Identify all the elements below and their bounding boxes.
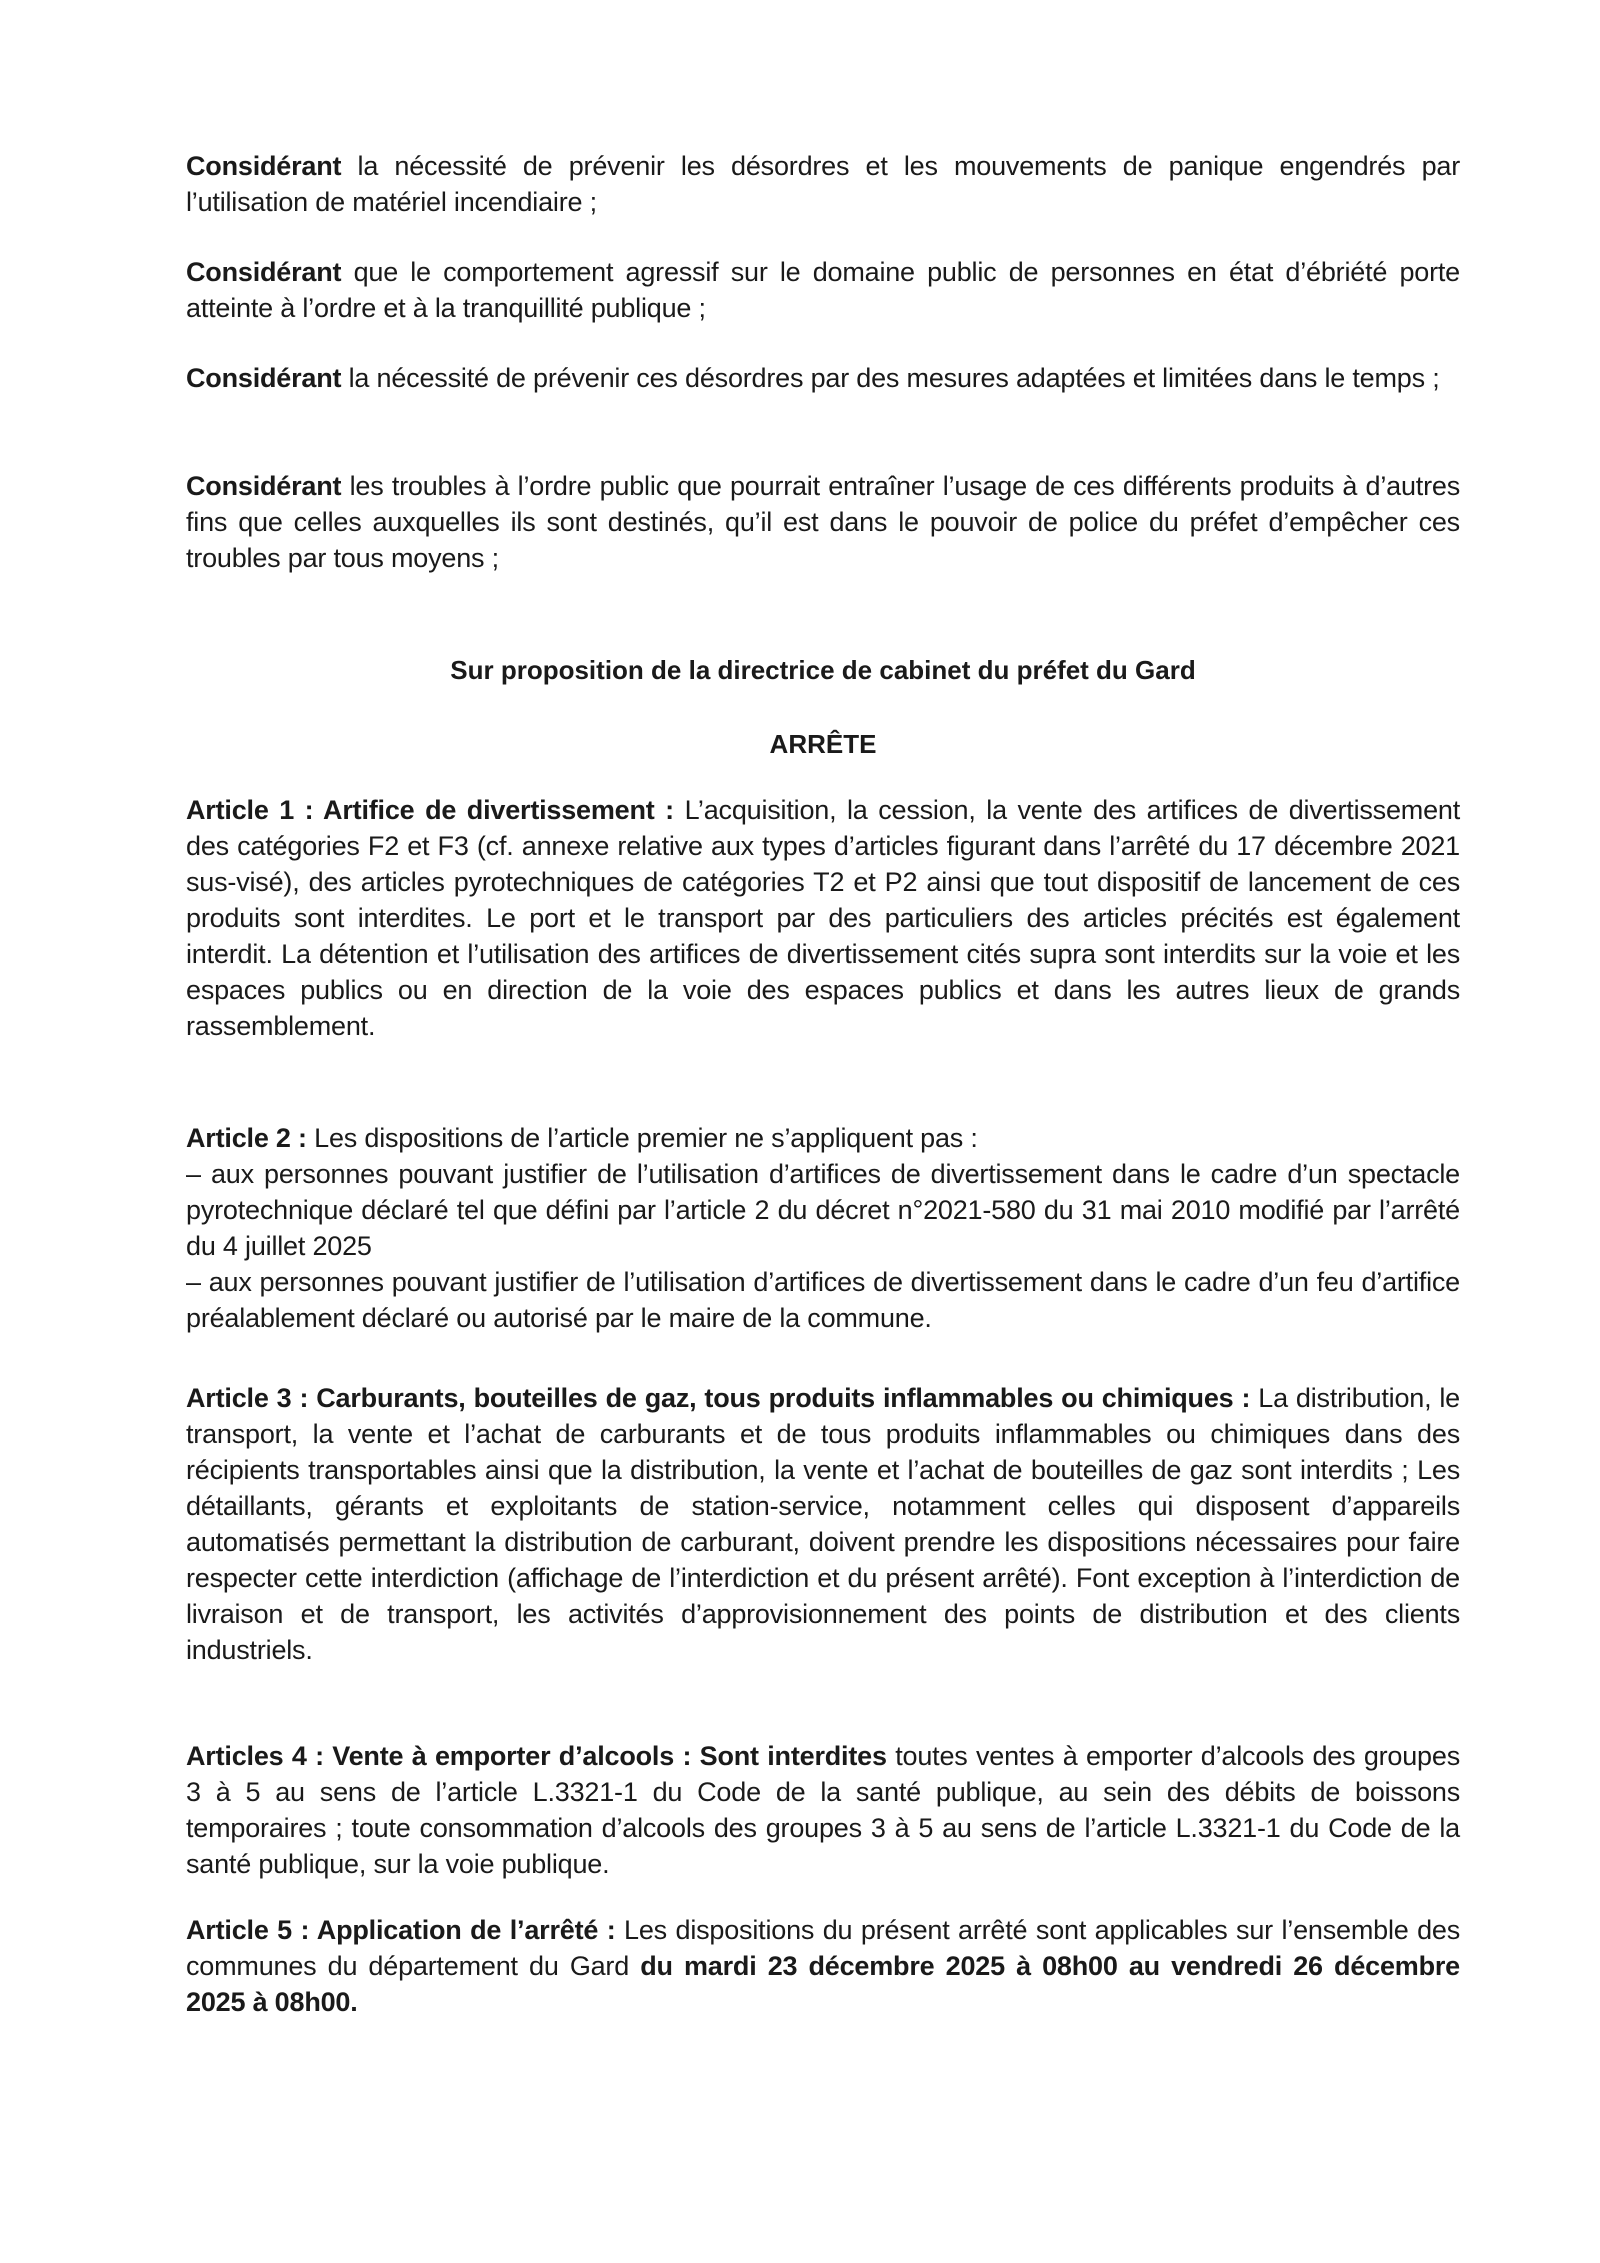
- article-bold-lead: Sont interdites: [691, 1741, 887, 1771]
- considerant-lead: Considérant: [186, 151, 342, 181]
- article-1: [186, 792, 1460, 1044]
- article-text: toutes ventes à emporter d’alcools des groupes 3 à 5 au sens de l’article L.3321-1 du Code de la santé publique, au sein des débits de boissons temporaires ; toute consommation d’alcools des groupes 3 à 5 au sens de l’article L.3321-1 du Code de la santé publique, sur la voie publique.: [186, 1741, 1460, 1879]
- considerant-lead: Considérant: [186, 363, 342, 393]
- article-label: Article 3 : Carburants, bouteilles de gaz, tous produits inflammables ou chimiques :: [186, 1383, 1251, 1413]
- article-label: Articles 4 : Vente à emporter d’alcools :: [186, 1741, 692, 1771]
- considerant-1: [186, 148, 1460, 220]
- article-text: Les dispositions du présent arrêté sont applicables sur l’ensemble des communes du département du Gard: [186, 1915, 1461, 1981]
- article-2: [186, 1120, 1460, 1336]
- considerant-lead: Considérant: [186, 257, 342, 287]
- article-label: Article 1 : Artifice de divertissement :: [186, 795, 674, 825]
- considerant-text: la nécessité de prévenir les désordres et les mouvements de panique engendrés par l’utilisation de matériel incendiaire ;: [186, 151, 1460, 217]
- considerant-text: que le comportement agressif sur le domaine public de personnes en état d’ébriété porte atteinte à l’ordre et à la tranquillité publique ;: [186, 257, 1460, 323]
- article-dates: du mardi 23 décembre 2025 à 08h00 au vendredi 26 décembre 2025 à 08h00.: [186, 1951, 1460, 2017]
- considerant-text: la nécessité de prévenir ces désordres par des mesures adaptées et limitées dans le temps ;: [341, 363, 1440, 393]
- considerant-lead: Considérant: [186, 471, 342, 501]
- proposition-heading: Sur proposition de la directrice de cabinet du préfet du Gard: [450, 655, 1196, 685]
- article-intro: Les dispositions de l’article premier ne s’appliquent pas :: [306, 1123, 978, 1153]
- decision-heading: ARRÊTE: [769, 729, 877, 759]
- article-text: L’acquisition, la cession, la vente des artifices de divertissement des catégories F2 et F3 (cf. annexe relative aux types d’articles figurant dans l’arrêté du 17 décembre 2021 sus-visé), des articles pyrotechniques de catégories T2 et P2 ainsi que tout dispositif de lancement de ces produits sont interdites. Le port et le transport par des particuliers des articles précités est également interdit. La détention et l’utilisation des artifices de divertissement cités supra sont interdits sur la voie et les espaces publics ou en direction de la voie des espaces publics et dans les autres lieux de grands rassemblement.: [186, 795, 1461, 1041]
- article-5: [186, 1912, 1460, 2020]
- considerant-4: [186, 468, 1460, 576]
- exception-item-1: – aux personnes pouvant justifier de l’utilisation d’artifices de divertissement dans le cadre d’un spectacle pyrotechnique déclaré tel que défini par l’article 2 du décret n°2021-580 du 31 mai 2010 modifié par l’arrêté du 4 juillet 2025: [186, 1159, 1460, 1261]
- considerant-text: les troubles à l’ordre public que pourrait entraîner l’usage de ces différents produits à d’autres fins que celles auxquelles ils sont destinés, qu’il est dans le pouvoir de police du préfet d’empêcher ces troubles par tous moyens ;: [186, 471, 1460, 573]
- article-label: Article 2 :: [186, 1123, 307, 1153]
- exception-item-2: – aux personnes pouvant justifier de l’utilisation d’artifices de divertissement dans le cadre d’un feu d’artifice préalablement déclaré ou autorisé par le maire de la commune.: [186, 1267, 1460, 1333]
- considerant-3: [186, 360, 1460, 396]
- article-label: Article 5 : Application de l’arrêté :: [186, 1915, 616, 1945]
- considerant-2: [186, 254, 1460, 326]
- article-4: [186, 1738, 1460, 1882]
- article-3: [186, 1380, 1460, 1668]
- article-text: La distribution, le transport, la vente et l’achat de carburants et de tous produits inflammables ou chimiques dans des récipients transportables ainsi que la distribution, la vente et l’achat de bouteilles de gaz sont interdits ; Les détaillants, gérants et exploitants de station-service, notamment celles qui disposent d’appareils automatisés permettant la distribution de carburant, doivent prendre les dispositions nécessaires pour faire respecter cette interdiction (affichage de l’interdiction et du présent arrêté). Font exception à l’interdiction de livraison et de transport, les activités d’approvisionnement des points de distribution et des clients industriels.: [186, 1383, 1461, 1665]
